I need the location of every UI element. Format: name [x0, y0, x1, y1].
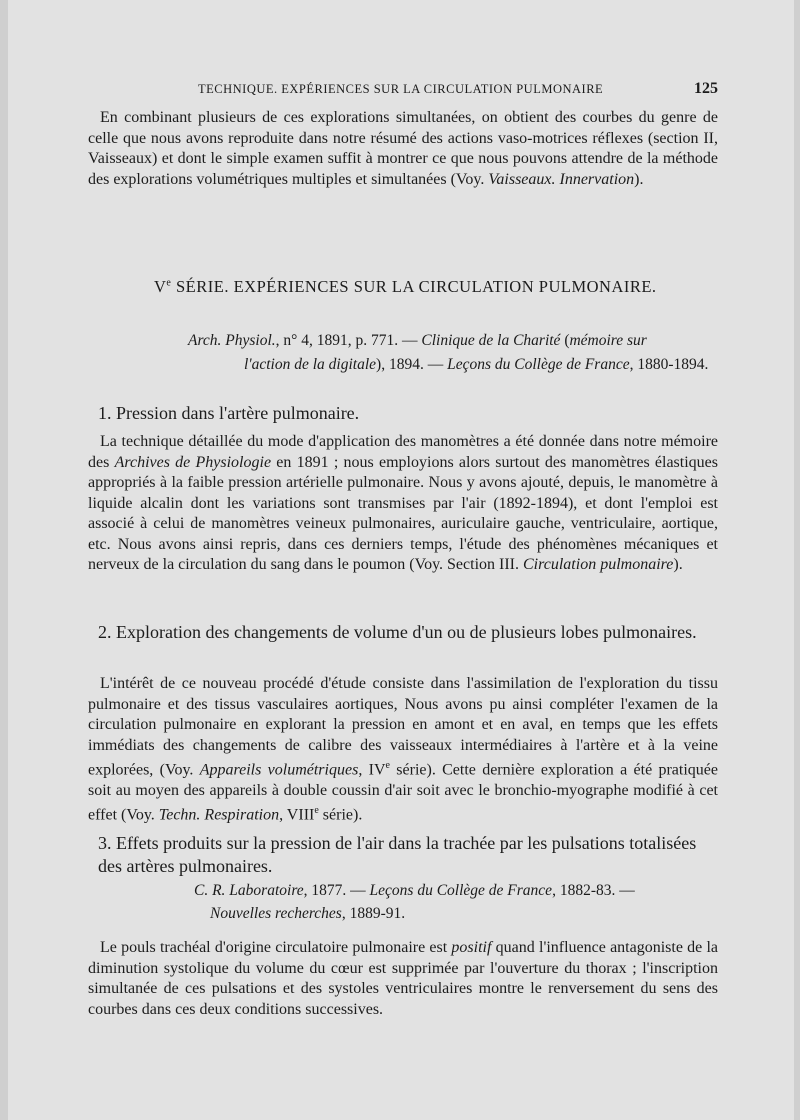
s3-positif: positif	[451, 939, 492, 956]
s3-ref-nouvelles-year: , 1889-91.	[341, 905, 406, 922]
series-ref-line-2	[244, 354, 708, 376]
section-1-paragraph	[88, 432, 718, 576]
s1-text-3: ).	[673, 556, 683, 573]
series-number: V	[154, 277, 167, 296]
s1-text-1: La technique détaillée du mode d'application des manomètres a été donnée dans notre mémoire des	[88, 433, 718, 471]
s1-ref-circulation: Circulation pulmonaire	[523, 556, 674, 573]
intro-end: ).	[634, 170, 644, 188]
series-sup: e	[166, 277, 172, 289]
s2-sup-1: e	[385, 760, 390, 771]
series-ref-line-1	[188, 330, 647, 352]
s3-ref-nouvelles: Nouvelles recherches	[210, 905, 342, 922]
intro-ref: Vaisseaux. Innervation	[488, 170, 635, 188]
ref-digitale-year: ), 1894. —	[376, 356, 444, 373]
s2-text-4: , VIII	[279, 806, 315, 824]
ref-paren-open: (	[560, 332, 570, 349]
section-2-heading: 2. Exploration des changements de volume d'un ou de plusieurs lobes pulmonaires.	[98, 622, 697, 642]
s3-ref-lecons-year: , 1882-83. —	[552, 882, 635, 899]
s1-text-2: en 1891 ; nous employions alors surtout des manomètres élastiques appropriés à la faible pression artérielle pulmonaire. Nous y avons ajouté, depuis, le manomètre à liquide alcalin dont les variations sont transmises par l'air (1892-1894), et dont l'emploi est associé à celui de manomètres veineux pulmonaires, auriculaire gauche, ventriculaire, aortique, etc. Nous avons ainsi repris, dans ces derniers temps, l'étude des phénomènes mécaniques et nerveux de la circulation du sang dans le poumon (Voy. Section III.	[88, 453, 718, 573]
s3-ref-cr: C. R. Laboratoire	[194, 882, 304, 899]
s3-ref-cr-year: , 1877. —	[303, 882, 366, 899]
page-number: 125	[694, 80, 718, 97]
s2-text-3: série). Cette dernière exploration a été pratiquée soit au moyen des appareils à double coussin d'air soit avec le bronchio-myographe modifié à cet effet (Voy.	[88, 761, 718, 824]
intro-text: En combinant plusieurs de ces explorations simultanées, on obtient des courbes du genre de celle que nous avons reproduite dans notre résumé des actions vaso-motrices réflexes (section II, Vaisseaux) et dont le simple examen suffit à montrer ce que nous pouvons attendre de la méthode des explorations volumétriques multiples et simultanées (Voy.	[88, 109, 718, 188]
s2-text-2: , IV	[358, 761, 386, 779]
ref-digitale: l'action de la digitale	[244, 356, 377, 373]
section-3-heading: 3. Effets produits sur la pression de l'air dans la trachée par les pulsations totalisées des artères pulmonaires.	[98, 833, 697, 876]
ref-lecons: Leçons du Collège de France	[447, 356, 630, 373]
ref-arch-details: , n° 4, 1891, p. 771. —	[275, 332, 418, 349]
ref-memoire: mémoire sur	[569, 332, 647, 349]
section-2-paragraph	[88, 674, 718, 826]
s2-text-1: L'intérêt de ce nouveau procédé d'étude consiste dans l'assimilation de l'exploration du tissu pulmonaire et des tissus vasculaires aortiques, Nous avons pu ainsi compléter l'examen de la circulation pulmonaire en explorant la pression en amont et en aval, en temps que les effets immédiats des changements de calibre des vaisseaux intermédiaires à l'artère et à la veine explorées, (Voy.	[88, 675, 718, 779]
s1-ref-archives: Archives de Physiologie	[114, 453, 272, 471]
running-header	[198, 82, 718, 97]
section-1-heading: 1. Pression dans l'artère pulmonaire.	[98, 403, 360, 423]
ref-lecons-years: , 1880-1894.	[629, 356, 709, 373]
section-3-paragraph	[88, 938, 718, 1020]
series-heading	[154, 277, 714, 297]
s2-text-5: série).	[318, 806, 363, 824]
section-3-ref-line-2	[210, 903, 405, 925]
section-3-ref-line-1	[194, 880, 635, 902]
ref-arch-physiol: Arch. Physiol.	[188, 332, 276, 349]
running-title: TECHNIQUE. EXPÉRIENCES SUR LA CIRCULATION PULMONAIRE	[198, 82, 604, 96]
intro-paragraph	[88, 108, 718, 190]
s2-ref-respiration: Techn. Respiration	[158, 806, 280, 824]
s3-ref-lecons: Leçons du Collège de France	[369, 882, 553, 899]
series-title: SÉRIE. EXPÉRIENCES SUR LA CIRCULATION PULMONAIRE.	[176, 277, 657, 296]
s2-sup-2: e	[314, 805, 319, 817]
s3-text-2: quand l'influence antagoniste de la diminution systolique du volume du cœur est supprimée par l'ouverture du thorax ; l'inscription simultanée de ces pulsations et des systoles ventriculaires montre le renversement du sens des courbes dans ces deux conditions successives.	[88, 939, 719, 1018]
s2-ref-appareils: Appareils volumétriques	[199, 761, 359, 779]
ref-clinique: Clinique de la Charité	[421, 332, 561, 349]
s3-text-1: Le pouls trachéal d'origine circulatoire pulmonaire est	[100, 939, 448, 956]
book-page	[8, 0, 794, 1120]
